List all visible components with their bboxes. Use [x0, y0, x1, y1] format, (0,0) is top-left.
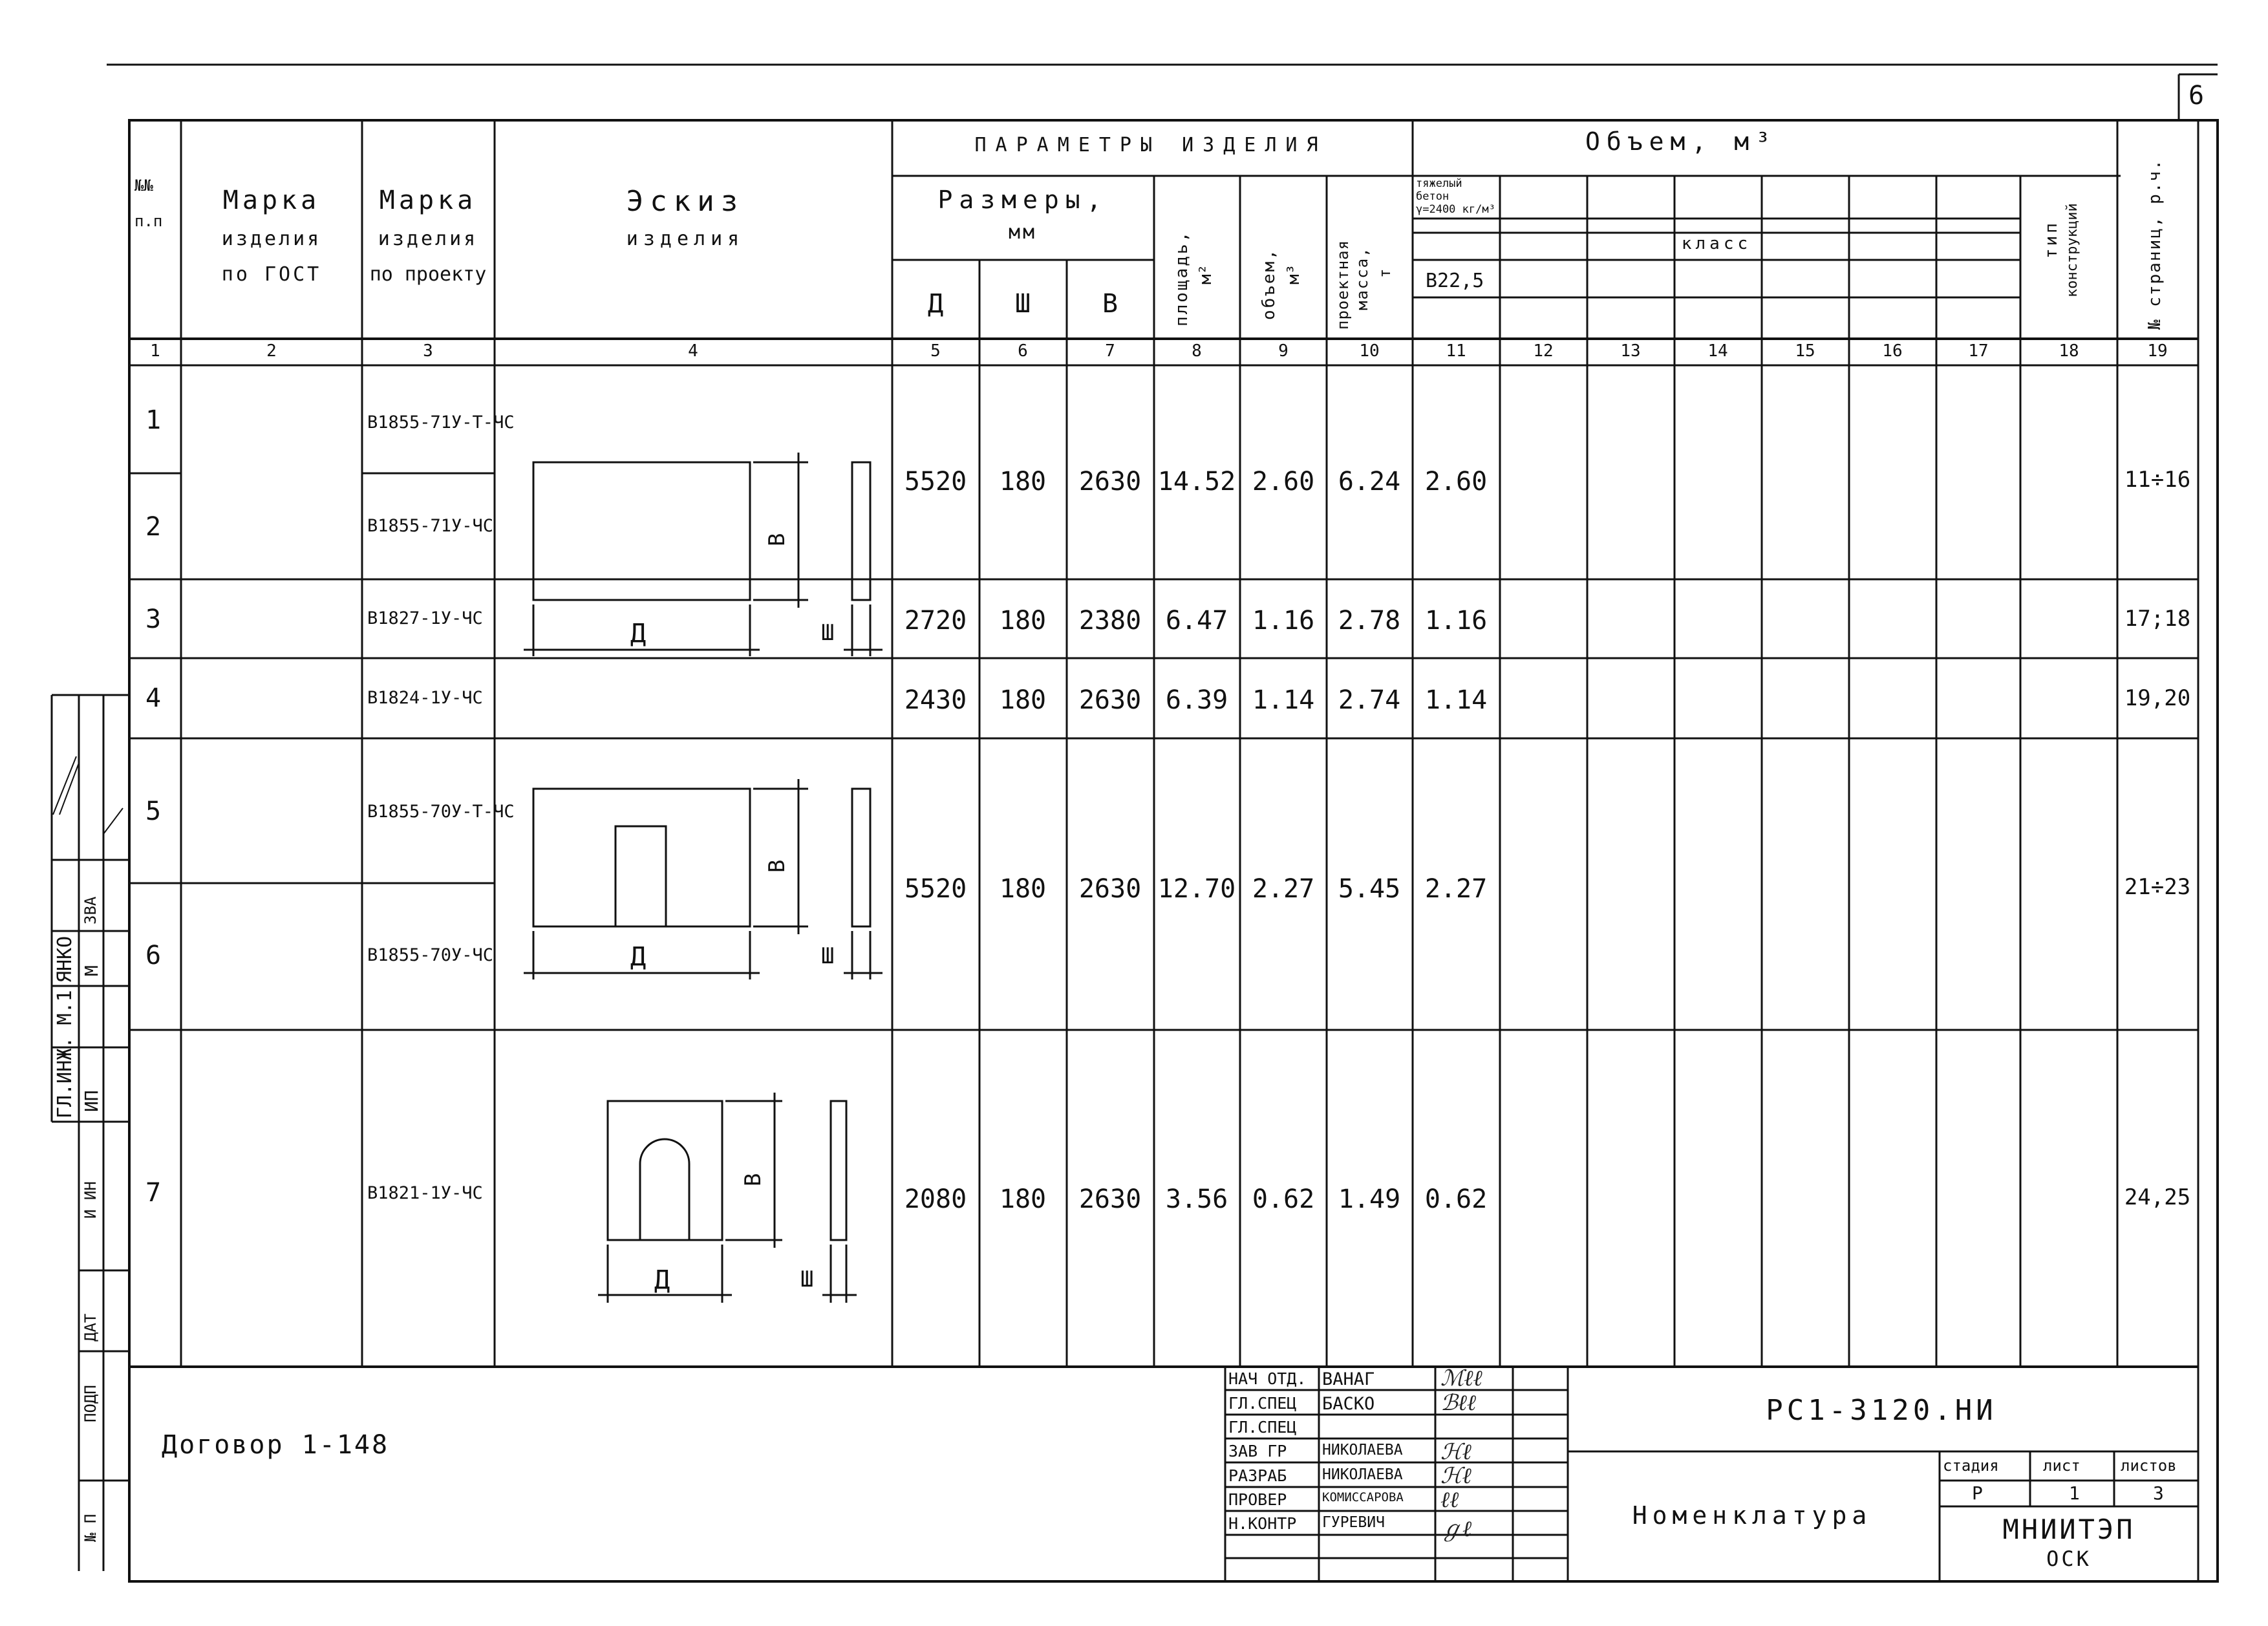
- header-mark-project-3: по проекту: [369, 263, 487, 286]
- sheets-value: 3: [2153, 1482, 2164, 1504]
- sketch-1-label-v: В: [764, 533, 790, 546]
- group-4-area: 12.70: [1157, 874, 1236, 904]
- document-title: Номенклатура: [1632, 1501, 1872, 1530]
- column-number-17: 17: [1968, 341, 1989, 361]
- group-1-pages: 11÷16: [2124, 467, 2191, 493]
- sheets-label: листов: [2121, 1457, 2177, 1475]
- stamp-name-1: ВАНАГ: [1322, 1369, 1375, 1389]
- group-5-v: 2630: [1078, 1184, 1142, 1214]
- column-number-10: 10: [1359, 341, 1380, 361]
- header-class-value: В22,5: [1426, 270, 1484, 292]
- side-stamp-podp: ПОДП: [81, 1385, 100, 1422]
- column-number-16: 16: [1882, 341, 1903, 361]
- sketch-1-label-sh: Ш: [821, 620, 835, 646]
- sheet-number: 6: [2188, 81, 2205, 111]
- header-mass-1: проектная: [1334, 239, 1352, 330]
- signature-4: ℋℓ: [1440, 1439, 1471, 1465]
- stamp-name-7: ГУРЕВИЧ: [1322, 1514, 1385, 1531]
- group-4-vol-class: 2.27: [1424, 874, 1488, 904]
- row-4-mark: В1824-1У-ЧС: [367, 688, 483, 708]
- row-2-number: 2: [145, 512, 162, 542]
- column-number-6: 6: [1018, 341, 1028, 361]
- group-4-v: 2630: [1078, 874, 1142, 904]
- header-mark-project-1: Марка: [379, 186, 477, 215]
- stamp-role-2: ГЛ.СПЕЦ: [1228, 1394, 1297, 1413]
- header-dim-sh: Ш: [1014, 289, 1031, 319]
- header-area-2: м²: [1196, 264, 1215, 284]
- contract-label: Договор 1-148: [162, 1430, 390, 1460]
- sketch-2-label-d: Д: [630, 942, 647, 972]
- column-number-13: 13: [1620, 341, 1641, 361]
- header-sketch-1: Эскиз: [626, 185, 745, 218]
- header-no-2: п.п: [134, 212, 163, 230]
- header-mass-2: масса,: [1353, 246, 1371, 310]
- group-4-volume: 2.27: [1252, 874, 1315, 904]
- group-2-sh: 180: [999, 606, 1047, 636]
- header-pages: № страниц, р.ч.: [2145, 158, 2165, 330]
- group-5-area: 3.56: [1165, 1184, 1228, 1214]
- row-1-mark: В1855-71У-Т-ЧС: [367, 412, 515, 433]
- column-number-15: 15: [1795, 341, 1815, 361]
- sketch-3-label-d: Д: [654, 1265, 670, 1295]
- column-number-12: 12: [1533, 341, 1554, 361]
- stamp-role-7: Н.КОНТР: [1228, 1514, 1297, 1533]
- header-params: ПАРАМЕТРЫ ИЗДЕЛИЯ: [974, 134, 1327, 156]
- group-5-volume: 0.62: [1252, 1184, 1315, 1214]
- side-stamp-zva: ЗВА: [81, 896, 100, 925]
- row-5-number: 5: [145, 797, 162, 826]
- header-type-1: тип: [2042, 220, 2061, 259]
- group-1-volume: 2.60: [1252, 467, 1315, 497]
- column-number-4: 4: [688, 341, 698, 361]
- group-3-sh: 180: [999, 685, 1047, 715]
- signature-7: ℊℓ: [1440, 1516, 1472, 1542]
- group-2-pages: 17;18: [2124, 606, 2191, 632]
- header-concrete-1: тяжелый: [1416, 177, 1462, 190]
- group-5-pages: 24,25: [2124, 1184, 2191, 1210]
- group-3-v: 2630: [1078, 685, 1142, 715]
- group-1-d: 5520: [904, 467, 967, 497]
- column-number-11: 11: [1446, 341, 1466, 361]
- header-sketch-2: изделия: [626, 228, 745, 250]
- header-mass-3: т: [1376, 268, 1394, 278]
- column-number-7: 7: [1105, 341, 1115, 361]
- stamp-name-5: НИКОЛАЕВА: [1322, 1466, 1403, 1483]
- organization-sub: ОСК: [2046, 1546, 2091, 1571]
- column-number-2: 2: [266, 341, 277, 361]
- group-2-volume: 1.16: [1252, 606, 1315, 636]
- group-4-sh: 180: [999, 874, 1047, 904]
- row-5-mark: В1855-70У-Т-ЧС: [367, 802, 515, 822]
- stage-value: Р: [1972, 1482, 1983, 1504]
- group-1-v: 2630: [1078, 467, 1142, 497]
- sketch-1-label-d: Д: [630, 619, 647, 648]
- column-number-14: 14: [1707, 341, 1728, 361]
- group-1-vol-class: 2.60: [1424, 467, 1488, 497]
- stamp-role-5: РАЗРАБ: [1228, 1466, 1287, 1485]
- stamp-name-2: БАСКО: [1322, 1394, 1375, 1414]
- sheet-label: лист: [2043, 1457, 2081, 1475]
- group-3-volume: 1.14: [1252, 685, 1315, 715]
- column-number-18: 18: [2059, 341, 2079, 361]
- stage-label: стадия: [1943, 1457, 1999, 1475]
- organization: МНИИТЭП: [2002, 1514, 2135, 1545]
- group-1-area: 14.52: [1157, 467, 1236, 497]
- header-concrete-3: γ=2400 кг/м³: [1416, 203, 1495, 216]
- header-type-2: конструкций: [2064, 203, 2081, 297]
- group-2-mass: 2.78: [1338, 606, 1401, 636]
- column-number-9: 9: [1278, 341, 1289, 361]
- stamp-role-6: ПРОВЕР: [1228, 1490, 1287, 1509]
- header-sizes-2: мм: [1008, 221, 1038, 244]
- group-5-sh: 180: [999, 1184, 1047, 1214]
- header-concrete-2: бетон: [1416, 190, 1450, 203]
- group-5-mass: 1.49: [1338, 1184, 1401, 1214]
- stamp-role-4: ЗАВ ГР: [1228, 1442, 1287, 1460]
- header-mark-gost-1: Марка: [222, 186, 321, 215]
- stamp-name-6: КОМИССАРОВА: [1322, 1490, 1404, 1504]
- group-4-mass: 5.45: [1338, 874, 1401, 904]
- sketch-2-label-sh: Ш: [821, 943, 835, 969]
- group-3-mass: 2.74: [1338, 685, 1401, 715]
- row-7-mark: В1821-1У-ЧС: [367, 1183, 483, 1203]
- row-3-number: 3: [145, 604, 162, 634]
- header-volume-1: объем,: [1259, 248, 1279, 320]
- signature-2: ℬℓℓ: [1440, 1390, 1477, 1416]
- row-4-number: 4: [145, 683, 162, 713]
- row-1-number: 1: [145, 405, 162, 435]
- group-4-d: 5520: [904, 874, 967, 904]
- document-code: РС1-3120.НИ: [1766, 1394, 1997, 1427]
- header-volume-2: м³: [1284, 264, 1303, 284]
- row-6-mark: В1855-70У-ЧС: [367, 945, 494, 965]
- group-5-d: 2080: [904, 1184, 967, 1214]
- group-3-pages: 19,20: [2124, 685, 2191, 711]
- group-2-v: 2380: [1078, 606, 1142, 636]
- group-3-d: 2430: [904, 685, 967, 715]
- sketch-3-label-sh: Ш: [800, 1267, 814, 1292]
- group-2-area: 6.47: [1165, 606, 1228, 636]
- column-number-1: 1: [150, 341, 160, 361]
- group-3-vol-class: 1.14: [1424, 685, 1488, 715]
- side-stamp-name: ЯНКО: [54, 936, 76, 983]
- signature-5: ℋℓ: [1440, 1463, 1471, 1489]
- header-sizes-1: Размеры,: [937, 186, 1108, 214]
- sketch-3-label-v: В: [740, 1173, 766, 1186]
- group-2-vol-class: 1.16: [1424, 606, 1488, 636]
- side-stamp-ip: ИП: [81, 1090, 102, 1112]
- row-2-mark: В1855-71У-ЧС: [367, 516, 494, 536]
- column-number-19: 19: [2147, 341, 2168, 361]
- sheet-value: 1: [2069, 1482, 2080, 1504]
- header-dim-v: В: [1102, 289, 1118, 319]
- column-number-3: 3: [423, 341, 433, 361]
- group-2-d: 2720: [904, 606, 967, 636]
- row-3-mark: В1827-1У-ЧС: [367, 608, 483, 628]
- stamp-role-3: ГЛ.СПЕЦ: [1228, 1418, 1297, 1437]
- row-7-number: 7: [145, 1178, 162, 1208]
- header-mark-gost-2: изделия: [221, 228, 322, 250]
- group-1-sh: 180: [999, 467, 1047, 497]
- header-class: класс: [1681, 234, 1752, 253]
- header-no-1: №№: [134, 177, 153, 195]
- group-3-area: 6.39: [1165, 685, 1228, 715]
- stamp-role-1: НАЧ ОТД.: [1228, 1369, 1307, 1388]
- group-1-mass: 6.24: [1338, 467, 1401, 497]
- side-stamp-chief: ГЛ.ИНЖ. М.1: [54, 990, 76, 1118]
- sketch-2-label-v: В: [764, 859, 790, 873]
- side-stamp-no: № П: [81, 1514, 100, 1542]
- signature-6: ℓℓ: [1440, 1487, 1459, 1513]
- signature-1: ℳℓℓ: [1440, 1365, 1482, 1391]
- group-5-vol-class: 0.62: [1424, 1184, 1488, 1214]
- header-mark-project-2: изделия: [378, 228, 478, 250]
- row-6-number: 6: [145, 941, 162, 970]
- side-stamp-m: М: [81, 965, 102, 976]
- column-number-5: 5: [930, 341, 941, 361]
- stamp-name-4: НИКОЛАЕВА: [1322, 1442, 1403, 1459]
- side-stamp-date: ДАТ: [81, 1313, 100, 1342]
- column-number-8: 8: [1192, 341, 1202, 361]
- header-area-1: площадь,: [1172, 230, 1192, 326]
- header-volume-group: Объем, м³: [1585, 127, 1777, 156]
- group-4-pages: 21÷23: [2124, 874, 2191, 900]
- side-stamp-inv: И ИН: [81, 1181, 100, 1219]
- header-dim-d: Д: [927, 289, 944, 319]
- header-mark-gost-3: по ГОСТ: [221, 263, 322, 286]
